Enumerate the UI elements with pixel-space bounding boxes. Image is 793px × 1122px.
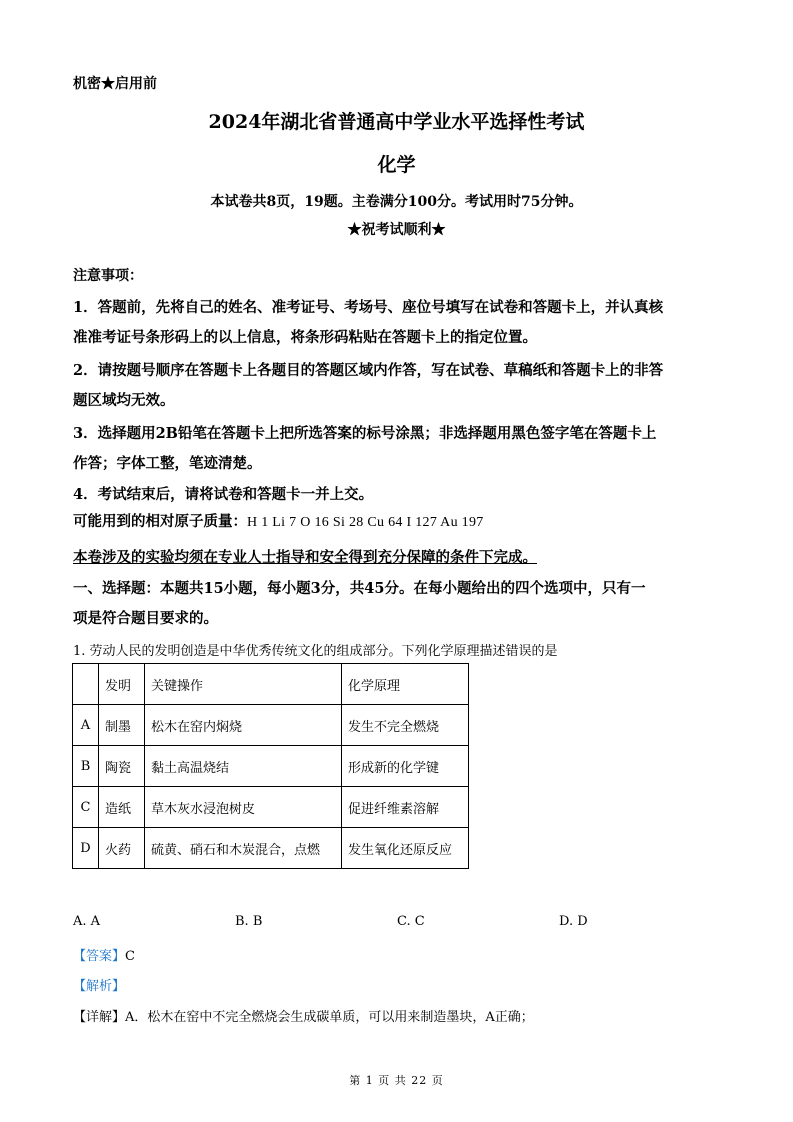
- table-cell: 发生不完全燃烧: [342, 705, 469, 746]
- table-header-row: [73, 664, 469, 705]
- table-cell: A: [73, 705, 99, 746]
- table-row: [73, 746, 469, 787]
- notice-heading: 注意事项：: [73, 268, 143, 284]
- table-header-cell: 关键操作: [145, 664, 342, 705]
- notice-line: 4．考试结束后，请将试卷和答题卡一并上交。: [73, 486, 374, 503]
- question-table: [72, 663, 469, 869]
- table-cell: 制墨: [99, 705, 145, 746]
- good-luck-line: ★祝考试顺利★: [347, 222, 446, 238]
- table-cell: 造纸: [99, 787, 145, 828]
- table-header-cell: 发明: [99, 664, 145, 705]
- table-cell: 火药: [99, 828, 145, 869]
- option-a: A. A: [73, 914, 101, 929]
- detail-text: A．松木在窑中不完全燃烧会生成碳单质，可以用来制造墨块，A正确；: [125, 1010, 534, 1025]
- section-heading-line: 项是符合题目要求的。: [73, 610, 218, 627]
- subject-title: 化学: [377, 154, 416, 176]
- notice-line: 1．答题前，先将自己的姓名、准考证号、考场号、座位号填写在试卷和答题卡上，并认真核: [73, 299, 664, 316]
- answer-label: 【答案】: [73, 949, 126, 964]
- table-header-cell: [73, 664, 99, 705]
- table-cell: 发生氧化还原反应: [342, 828, 469, 869]
- detail-label: 【详解】: [73, 1010, 126, 1025]
- atomic-mass-values: H 1 Li 7 O 16 Si 28 Cu 64 I 127 Au 197: [247, 515, 484, 530]
- question-stem: 1. 劳动人民的发明创造是中华优秀传统文化的组成部分。下列化学原理描述错误的是: [73, 644, 558, 659]
- table-cell: 促进纤维素溶解: [342, 787, 469, 828]
- table-cell: 草木灰水浸泡树皮: [145, 787, 342, 828]
- table-cell: 黏土高温烧结: [145, 746, 342, 787]
- table-cell: 陶瓷: [99, 746, 145, 787]
- option-d: D. D: [559, 914, 588, 929]
- notice-line: 准准考证号条形码上的以上信息，将条形码粘贴在答题卡上的指定位置。: [73, 329, 537, 346]
- table-cell: 形成新的化学键: [342, 746, 469, 787]
- notice-line: 3．选择题用2B铅笔在答题卡上把所选答案的标号涂黑；非选择题用黑色签字笔在答题卡上: [73, 425, 657, 442]
- confidential-label: 机密★启用前: [73, 76, 157, 92]
- atomic-mass-label: 可能用到的相对原子质量：: [73, 513, 247, 530]
- atomic-mass-line: [73, 510, 484, 531]
- table-cell: 硫黄、硝石和木炭混合，点燃: [145, 828, 342, 869]
- section-heading-line: 一、选择题：本题共15小题，每小题3分，共45分。在每小题给出的四个选项中，只有一: [73, 580, 646, 597]
- exam-info: 本试卷共8页，19题。主卷满分100分。考试用时75分钟。: [210, 194, 583, 210]
- table-cell: B: [73, 746, 99, 787]
- notice-line: 作答；字体工整，笔迹清楚。: [73, 455, 262, 472]
- answer-value: C: [125, 949, 135, 964]
- notice-line: 题区域均无效。: [73, 392, 175, 409]
- table-row: [73, 787, 469, 828]
- exam-title: 2024年湖北省普通高中学业水平选择性考试: [208, 111, 585, 133]
- table-row: [73, 828, 469, 869]
- option-c: C. C: [397, 914, 425, 929]
- notice-line: 2．请按题号顺序在答题卡上各题目的答题区域内作答，写在试卷、草稿纸和答题卡上的非答: [73, 362, 664, 379]
- table-cell: C: [73, 787, 99, 828]
- table-header-cell: 化学原理: [342, 664, 469, 705]
- table-row: [73, 705, 469, 746]
- answer-line: [73, 945, 135, 964]
- detail-line: [73, 1006, 534, 1025]
- page-footer: 第 1 页 共 22 页: [349, 1074, 444, 1087]
- table-cell: 松木在窑内焖烧: [145, 705, 342, 746]
- analysis-label: 【解析】: [73, 979, 126, 994]
- option-b: B. B: [235, 914, 263, 929]
- safety-notice: 本卷涉及的实验均须在专业人士指导和安全得到充分保障的条件下完成。: [73, 549, 537, 566]
- table-cell: D: [73, 828, 99, 869]
